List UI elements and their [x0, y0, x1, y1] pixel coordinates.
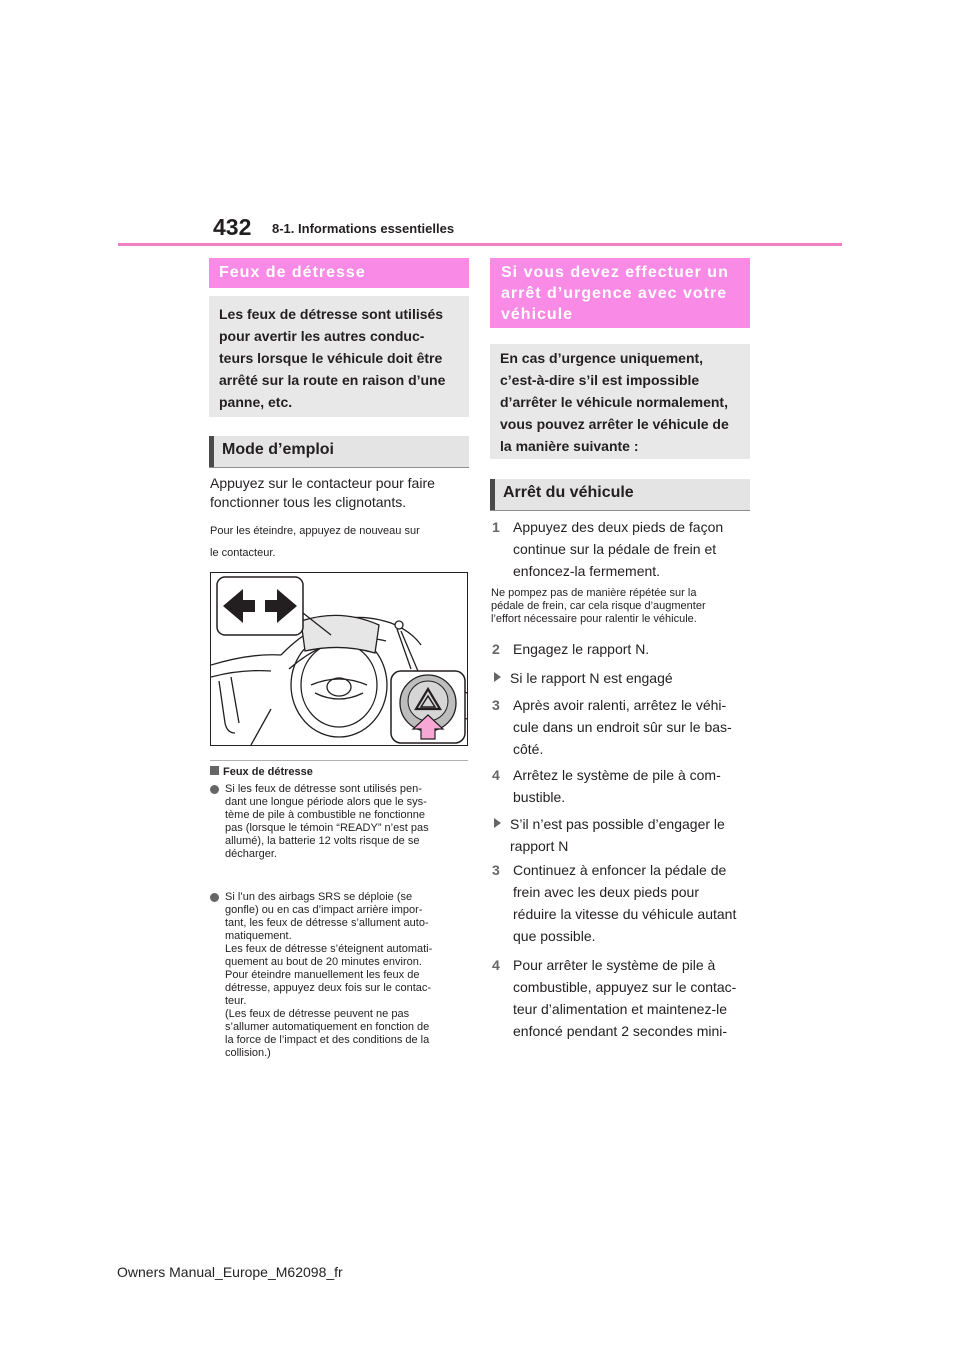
note-line: pédale de frein, car cela risque d’augmenter: [491, 600, 706, 612]
turn-signal-arrows-icon: [217, 577, 303, 635]
triangle-bullet-icon: [494, 672, 501, 682]
dot-bullet-icon: [210, 785, 219, 794]
bullet-line: allumé), la batterie 12 volts risque de se: [225, 835, 420, 847]
left-subhead: Mode d’emploi: [209, 436, 469, 467]
hazard-figure: [210, 572, 468, 746]
bullet-line: teur.: [225, 995, 247, 1007]
case-text: [510, 813, 754, 857]
intro-line: la manière suivante :: [500, 438, 639, 454]
intro-line: d’arrêter le véhicule normalement,: [500, 394, 728, 410]
note-line: Pour les éteindre, appuyez de nouveau sur: [210, 525, 420, 537]
case-text: Si le rapport N est engagé: [510, 670, 673, 686]
bullet-line: Si les feux de détresse sont utilisés pen-: [225, 783, 422, 795]
step-text: [513, 764, 748, 808]
subhead-rule: [209, 467, 469, 468]
step-line: réduire la vitesse du véhicule autant: [513, 906, 737, 922]
step-number: 3: [492, 862, 500, 878]
bullet-line: la force de l’impact et des conditions de la: [225, 1034, 430, 1046]
step-text: [513, 859, 748, 947]
right-intro-box: [490, 344, 750, 459]
step-number: 1: [492, 519, 500, 535]
bullet-line: s’allumer automatiquement en fonction de: [225, 1021, 430, 1033]
intro-line: pour avertir les autres conduc-: [219, 328, 425, 344]
bullet-line: gonfle) ou en cas d’impact arrière impor-: [225, 904, 423, 916]
step-line: cule dans un endroit sûr sur le bas-: [513, 719, 732, 735]
subhead-rule: [490, 510, 750, 511]
step-line: Engagez le rapport N.: [513, 641, 650, 657]
instruction-line: Appuyez sur le contacteur pour faire: [210, 475, 435, 491]
step-text: [513, 516, 748, 582]
pink-title-line: arrêt d’urgence avec votre: [501, 285, 728, 302]
instruction-line: fonctionner tous les clignotants.: [210, 494, 407, 510]
step-number: 4: [492, 957, 500, 973]
step-line: bustible.: [513, 789, 566, 805]
intro-line: En cas d’urgence uniquement,: [500, 350, 704, 366]
dot-bullet-icon: [210, 893, 219, 902]
intro-line: panne, etc.: [219, 394, 293, 410]
step-number: 4: [492, 767, 500, 783]
bullet-line: matiquement.: [225, 930, 292, 942]
bullet-line: détresse, appuyez deux fois sur le contac-: [225, 982, 432, 994]
intro-line: Les feux de détresse sont utilisés: [219, 306, 444, 322]
step-line: Pour arrêter le système de pile à: [513, 957, 716, 973]
bullet-line: dant une longue période alors que le sys-: [225, 796, 427, 808]
step-line: combustible, appuyez sur le contac-: [513, 979, 737, 995]
bullet-line: (Les feux de détresse peuvent ne pas: [225, 1008, 410, 1020]
step-line: teur d’alimentation et maintenez-le: [513, 1001, 728, 1017]
step-number: 3: [492, 697, 500, 713]
note-line: l’effort nécessaire pour ralentir le véhicule.: [491, 613, 697, 625]
right-subhead: Arrêt du véhicule: [490, 479, 750, 510]
step-line: côté.: [513, 741, 544, 757]
square-bullet-icon: [210, 766, 219, 775]
info-rule: [210, 760, 468, 761]
triangle-bullet-icon: [494, 818, 501, 828]
dashboard-illustration: [211, 573, 467, 745]
step-1-note: [491, 587, 753, 626]
info-title-text: Feux de détresse: [223, 766, 313, 778]
instruction-text: [210, 474, 472, 512]
bullet-line: décharger.: [225, 848, 277, 860]
step-line: enfoncé pendant 2 secondes mini-: [513, 1023, 728, 1039]
page-number: 432: [213, 214, 252, 240]
note-line: Ne pompez pas de manière répétée sur la: [491, 587, 697, 599]
step-line: continue sur la pédale de frein et: [513, 541, 717, 557]
bullet-line: pas (lorsque le témoin “READY” n’est pas: [225, 822, 429, 834]
step-text: [513, 694, 748, 760]
intro-line: arrêté sur la route en raison d’une: [219, 372, 446, 388]
intro-line: c’est-à-dire s’il est impossible: [500, 372, 700, 388]
footer-text: Owners Manual_Europe_M62098_fr: [117, 1264, 343, 1280]
bullet-item: [210, 891, 470, 1060]
note-line: le contacteur.: [210, 547, 276, 559]
step-line: Appuyez des deux pieds de façon: [513, 519, 724, 535]
left-pink-title: Feux de détresse: [209, 258, 469, 288]
left-intro-box: [209, 296, 469, 417]
step-line: que possible.: [513, 928, 596, 944]
case-heading: [494, 667, 754, 689]
case-line: rapport N: [510, 838, 569, 854]
bullet-line: Les feux de détresse s’éteignent automati-: [225, 943, 433, 955]
bullet-line: Si l’un des airbags SRS se déploie (se: [225, 891, 413, 903]
info-title: [210, 766, 313, 778]
step-text: [513, 638, 748, 660]
step-line: frein avec les deux pieds pour: [513, 884, 699, 900]
pink-title-line: Si vous devez effectuer un: [501, 264, 729, 281]
bullet-item: [210, 783, 470, 861]
step-line: enfoncez-la fermement.: [513, 563, 661, 579]
section-title: 8-1. Informations essentielles: [272, 221, 455, 236]
right-pink-title: [490, 258, 750, 328]
pink-title-line: véhicule: [501, 306, 574, 323]
bullet-line: collision.): [225, 1047, 271, 1059]
step-line: Continuez à enfoncer la pédale de: [513, 862, 727, 878]
case-line: S’il n’est pas possible d’engager le: [510, 816, 725, 832]
note-text: [210, 520, 472, 564]
intro-line: teurs lorsque le véhicule doit être: [219, 350, 443, 366]
step-line: Arrêtez le système de pile à com-: [513, 767, 721, 783]
bullet-line: tant, les feux de détresse s’allument auto-: [225, 917, 429, 929]
case-heading: [494, 813, 754, 857]
bullet-line: tème de pile à combustible ne fonctionne: [225, 809, 425, 821]
header-rule: [118, 243, 842, 246]
step-text: [513, 954, 748, 1042]
bullet-line: quement au bout de 20 minutes environ.: [225, 956, 422, 968]
step-line: Après avoir ralenti, arrêtez le véhi-: [513, 697, 727, 713]
step-number: 2: [492, 641, 500, 657]
bullet-line: Pour éteindre manuellement les feux de: [225, 969, 420, 981]
intro-line: vous pouvez arrêter le véhicule de: [500, 416, 729, 432]
